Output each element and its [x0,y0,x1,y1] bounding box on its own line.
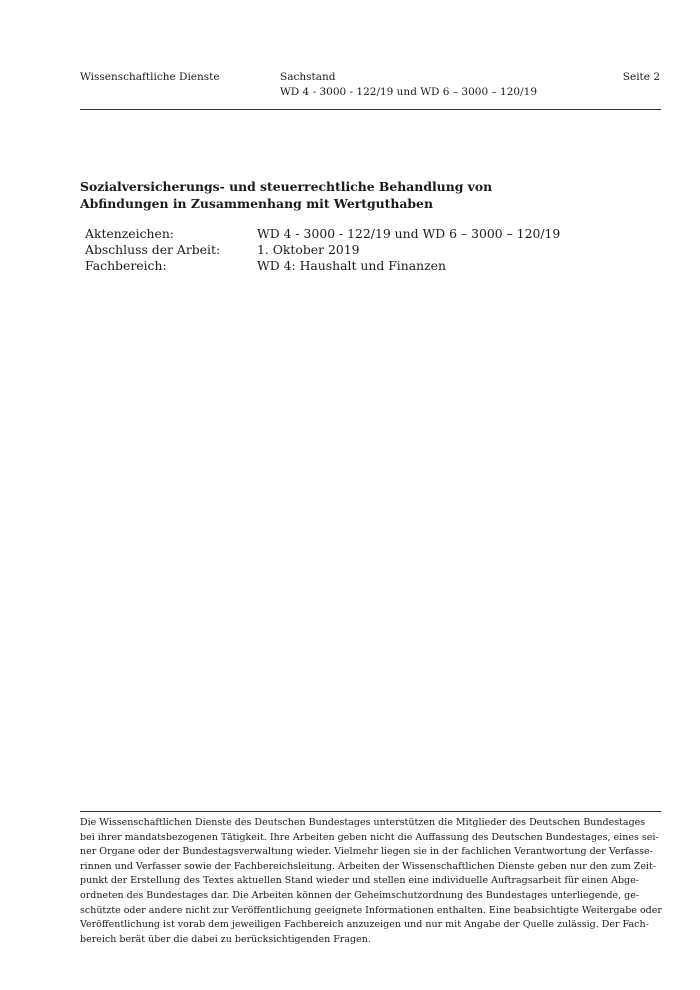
footer-divider [80,811,661,812]
header-doc-type: Sachstand [280,71,336,83]
footer-disclaimer [80,816,661,947]
meta-value: WD 4: Haushalt und Finanzen [257,258,446,273]
meta-label: Abschluss der Arbeit: [85,242,221,257]
meta-value: 1. Oktober 2019 [257,242,360,257]
meta-label: Aktenzeichen: [85,226,174,241]
header-divider [80,109,661,110]
header-page-number: Seite 2 [622,71,660,83]
footer-line: ner Organe oder der Bundestagsverwaltung wieder. Vielmehr liegen sie in der fachlichen Verantwortung der Verfasse- [80,846,653,858]
footer-line: Veröffentlichung ist vorab dem jeweiligen Fachbereich anzuzeigen und nur mit Angabe der Quelle zulässig. Der Fach- [80,919,649,931]
footer-line: Die Wissenschaftlichen Dienste des Deutschen Bundestages unterstützen die Mitglieder des Deutschen Bundestages [80,817,646,828]
page-header [80,70,660,108]
footer-line: bereich berät über die dabei zu berücksichtigenden Fragen. [80,933,371,945]
header-document-info [280,70,537,100]
footer-line: rinnen und Verfasser sowie der Fachbereichsleitung. Arbeiten der Wissenschaftlichen Dienste geben nur den zum Zeit- [80,860,657,872]
footer-line: punkt der Erstellung des Textes aktuellen Stand wieder und stellen eine individuelle Auftragsarbeit für einen Abge- [80,875,639,887]
meta-value: WD 4 - 3000 - 122/19 und WD 6 – 3000 – 120/19 [257,226,561,241]
header-organization: Wissenschaftliche Dienste [80,71,220,83]
document-title [80,178,640,212]
meta-label: Fachbereich: [85,258,167,273]
header-reference: WD 4 - 3000 - 122/19 und WD 6 – 3000 – 120/19 [280,86,537,98]
document-title-line-1: Sozialversicherungs- und steuerrechtliche Behandlung von [80,179,493,194]
document-title-line-2: Abfindungen in Zusammenhang mit Wertguthaben [80,196,433,211]
footer-line: bei ihrer mandatsbezogenen Tätigkeit. Ihre Arbeiten geben nicht die Auffassung des Deutschen Bundestages, eines sei- [80,831,659,843]
footer-line: ordneten des Bundestages dar. Die Arbeiten können der Geheimschutzordnung des Bundestages unterliegende, ge- [80,889,640,901]
footer-line: schützte oder andere nicht zur Veröffentlichung geeignete Informationen enthalten. Eine beabsichtigte Weitergabe oder [80,904,662,916]
